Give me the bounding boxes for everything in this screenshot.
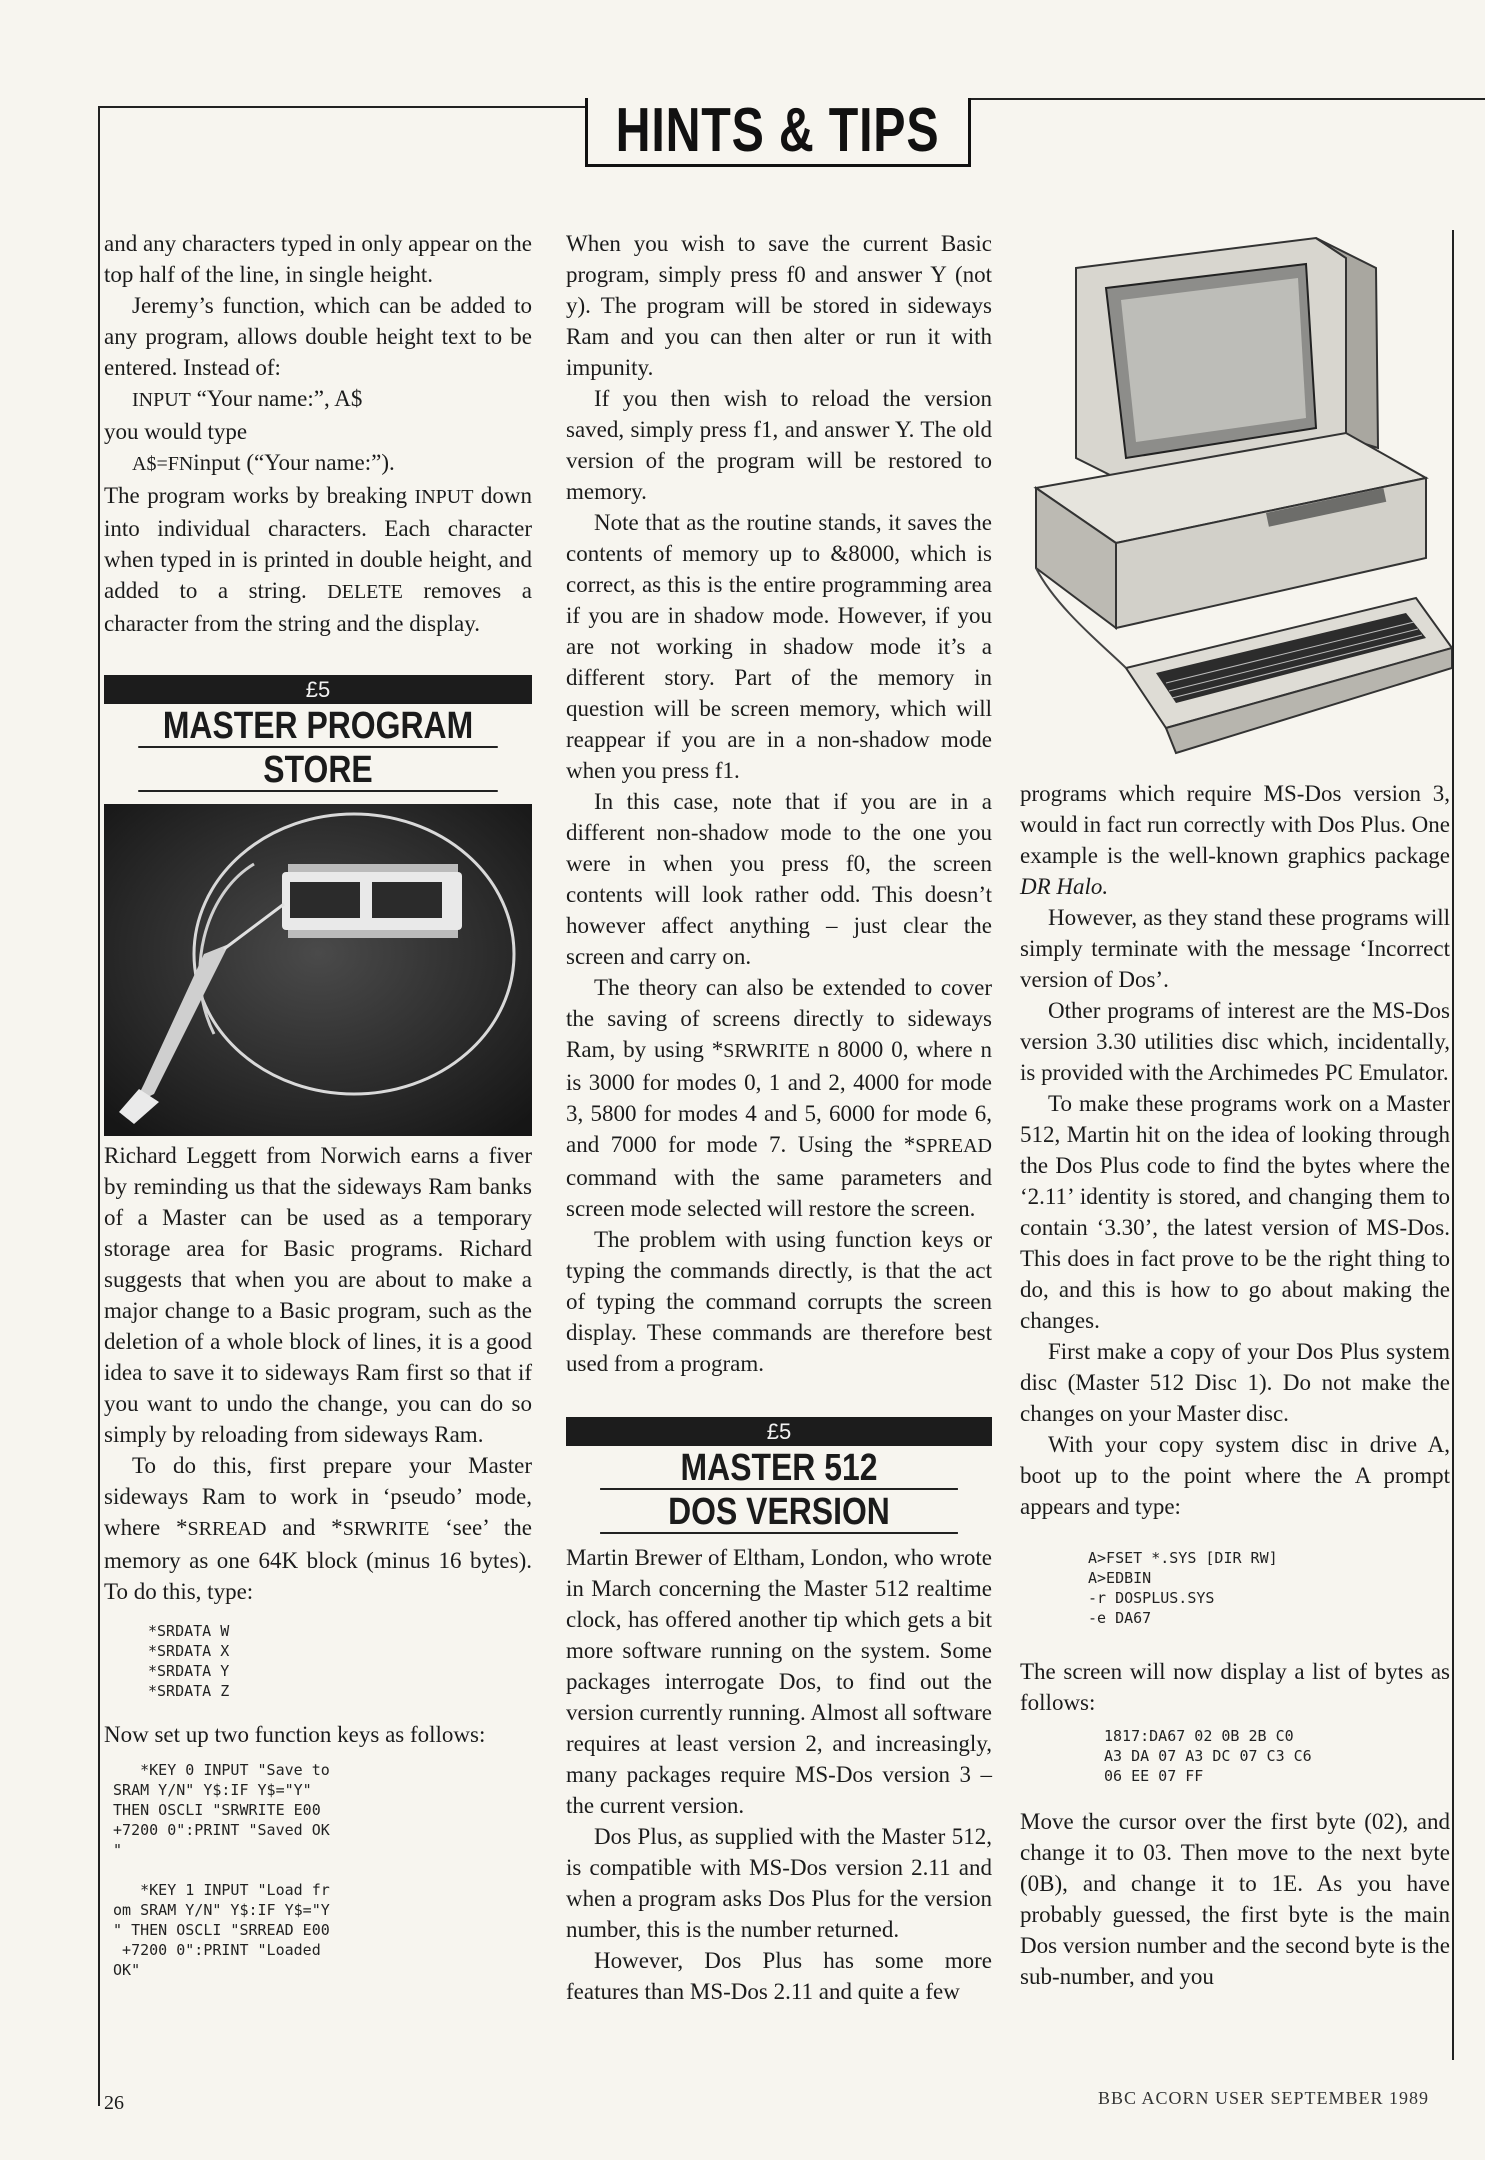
- frame-rule-right: [1452, 230, 1454, 2060]
- frame-rule-top-left: [98, 106, 585, 108]
- paragraph: First make a copy of your Dos Plus system disc (Master 512 Disc 1). Do not make the changes on your Master disc.: [1020, 1339, 1450, 1426]
- paragraph: Now set up two function keys as follows:: [104, 1722, 486, 1747]
- paragraph: Jeremy’s function, which can be added to any program, allows double height text to be entered. Instead of:: [104, 293, 532, 380]
- article-heading: [104, 675, 532, 792]
- code-block: 1817:DA67 02 0B 2B C0 A3 DA 07 A3 DC 07 C3 C6 06 EE 07 FF: [1104, 1727, 1312, 1785]
- paragraph: In this case, note that if you are in a different non-shadow mode to the one you were in when you press f0, the screen contents will look rather odd. This doesn’t however affect anything – just clear the screen and carry on.: [566, 789, 992, 969]
- paragraph: The theory can also be extended to cover the saving of screens directly to sideways Ram, by using *SRWRITE n 8000 0, where n is 3000 for modes 0, 1 and 2, 4000 for mode 3, 5800 for modes 4 and 5, 6000 for mode 6, and 7000 for mode 7. Using the *SPREAD command with the same parameters and screen mode selected will restore the screen.: [566, 975, 993, 1221]
- paragraph: To do this, first prepare your Master sideways Ram to work in ‘pseudo’ mode, where *SRREAD and *SRWRITE ‘see’ the memory as one 64K block (minus 16 bytes). To do this, type:: [104, 1453, 533, 1604]
- page-number: 26: [104, 2092, 124, 2114]
- paragraph: Other programs of interest are the MS-Dos version 3.30 utilities disc which, incidentally, is provided with the Archimedes PC Emulator.: [1020, 998, 1450, 1085]
- heading-line-1: MASTER 512: [600, 1448, 958, 1490]
- paragraph: With your copy system disc in drive A, boot up to the point where the A prompt appears and type:: [1020, 1432, 1450, 1519]
- magazine-footer: BBC ACORN USER SEPTEMBER 1989: [1097, 2088, 1429, 2108]
- paragraph: However, as they stand these programs will simply terminate with the message ‘Incorrect version of Dos’.: [1020, 905, 1450, 992]
- price-bar: £5: [104, 675, 532, 704]
- code-inline-line: A$=FNinput (“Your name:”).: [132, 450, 395, 475]
- column-2: [566, 228, 992, 2007]
- paragraph: Martin Brewer of Eltham, London, who wrote in March concerning the Master 512 realtime clock, has offered another tip which gets a bit more software running on the system. Some packages interrogate Dos, to find out the version currently running. Almost all software requires at least version 2, and increasingly, many packages require MS-Dos version 3 – the current version.: [566, 1545, 992, 1818]
- paragraph: To make these programs work on a Master 512, Martin hit on the idea of looking through the Dos Plus code to find the bytes where the ‘2.11’ identity is stored, and changing them to contain ‘3.30’, the latest version of MS-Dos. This does in fact prove to be the right thing to do, and this is how to go about making the changes.: [1020, 1091, 1450, 1333]
- column-3: [1020, 778, 1450, 1992]
- section-title: HINTS & TIPS: [616, 96, 940, 165]
- paragraph: However, Dos Plus has some more features than MS-Dos 2.11 and quite a few: [566, 1948, 992, 2004]
- frame-rule-top-right: [965, 98, 1485, 100]
- master-512-computer-photo: [1016, 228, 1452, 788]
- paragraph: The problem with using function keys or typing the commands directly, is that the act of typing the command corrupts the screen display. These commands are therefore best used from a program.: [566, 1227, 992, 1376]
- paragraph: If you then wish to reload the version saved, simply press f1, and answer Y. The old version of the program will be restored to memory.: [566, 386, 992, 504]
- paragraph: Richard Leggett from Norwich earns a fiver by reminding us that the sideways Ram banks of a Master can be used as a temporary storage area for Basic programs. Richard suggests that when you are about to make a major change to a Basic program, such as the deletion of a whole block of lines, it is a good idea to save it to sideways Ram first so that if you want to undo the change, you can do so simply by reloading from sideways Ram.: [104, 1143, 532, 1447]
- paragraph: The program works by breaking INPUT down into individual characters. Each character when typed in is printed in double height, and added to a string. DELETE removes a character from the string and the display.: [104, 483, 532, 636]
- paragraph: you would type: [104, 419, 248, 444]
- paragraph: When you wish to save the current Basic program, simply press f0 and answer Y (not y). The program will be stored in sideways Ram and you can then alter or run it with impunity.: [566, 231, 992, 380]
- paragraph: and any characters typed in only appear on the top half of the line, in single height.: [104, 231, 532, 287]
- column-1: [104, 228, 532, 1992]
- price-bar: £5: [566, 1417, 992, 1446]
- chip-illustration: [104, 804, 532, 1136]
- paragraph: Dos Plus, as supplied with the Master 512, is compatible with MS-Dos version 2.11 and when a program asks Dos Plus for the version number, this is the number returned.: [566, 1824, 992, 1942]
- eprom-chip-photo: [104, 804, 532, 1136]
- paragraph: programs which require MS-Dos version 3, would in fact run correctly with Dos Plus. One example is the well-known graphics package DR Halo.: [1020, 781, 1450, 899]
- code-block: *KEY 0 INPUT "Save to SRAM Y/N" Y$:IF Y$="Y" THEN OSCLI "SRWRITE E00 +7200 0":PRINT "Saved OK " *KEY 1 INPUT "Load fr om SRAM Y/N" Y$:IF Y$="Y " THEN OSCLI "SRREAD E00 +7200 0":PRINT "Loaded OK": [113, 1761, 330, 1979]
- code-block: A>FSET *.SYS [DIR RW] A>EDBIN -r DOSPLUS.SYS -e DA67: [1088, 1549, 1278, 1627]
- heading-line-2: DOS VERSION: [600, 1492, 958, 1534]
- section-banner: [585, 98, 971, 167]
- frame-rule-left: [98, 106, 100, 2106]
- paragraph: Move the cursor over the first byte (02), and change it to 03. Then move to the next byte (0B), and change it to 1E. As you have probably guessed, the first byte is the main Dos version number and the second byte is the sub-number, and you: [1020, 1809, 1450, 1989]
- paragraph: Note that as the routine stands, it saves the contents of memory up to &8000, which is correct, as this is the entire programming area if you are in shadow mode. However, if you are not working in shadow mode it’s a different story. Part of the memory in question will be screen memory, which will reappear if you are in a non-shadow mode when you press f1.: [566, 510, 992, 783]
- code-block: *SRDATA W *SRDATA X *SRDATA Y *SRDATA Z: [148, 1622, 230, 1700]
- paragraph: The screen will now display a list of bytes as follows:: [1020, 1659, 1450, 1715]
- heading-line-1: MASTER PROGRAM: [138, 706, 498, 748]
- computer-illustration: [1016, 228, 1452, 788]
- heading-line-2: STORE: [138, 750, 498, 792]
- article-heading: [566, 1417, 992, 1534]
- code-inline-line: INPUT “Your name:”, A$: [132, 386, 363, 411]
